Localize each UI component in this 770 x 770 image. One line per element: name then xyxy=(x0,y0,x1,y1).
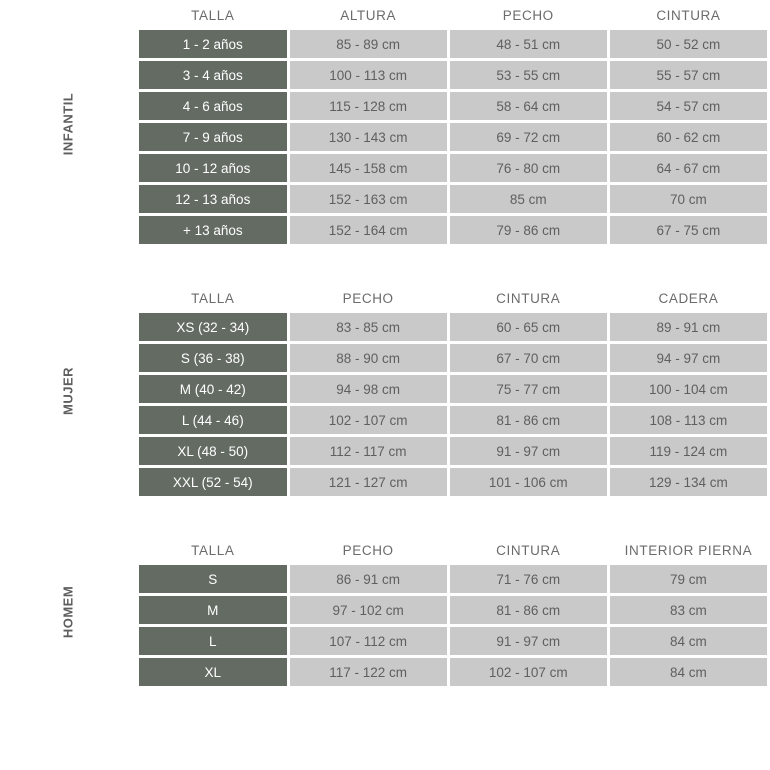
measurement-cell: 60 - 65 cm xyxy=(450,313,607,341)
measurement-cell: 48 - 51 cm xyxy=(450,30,607,58)
size-cell: + 13 años xyxy=(139,216,287,244)
size-cell: XXL (52 - 54) xyxy=(139,468,287,496)
column-header: PECHO xyxy=(342,542,394,558)
table-spacer xyxy=(0,247,770,283)
measurement-cell: 102 - 107 cm xyxy=(290,406,447,434)
size-cell: 3 - 4 años xyxy=(139,61,287,89)
measurement-cell: 67 - 70 cm xyxy=(450,344,607,372)
size-cell: 7 - 9 años xyxy=(139,123,287,151)
table-spacer xyxy=(0,499,770,535)
table-row xyxy=(139,154,767,182)
size-cell: 10 - 12 años xyxy=(139,154,287,182)
size-cell: L (44 - 46) xyxy=(139,406,287,434)
table-row xyxy=(139,92,767,120)
measurement-cell: 102 - 107 cm xyxy=(450,658,607,686)
measurement-cell: 89 - 91 cm xyxy=(610,313,767,341)
column-header: PECHO xyxy=(342,290,394,306)
measurement-cell: 129 - 134 cm xyxy=(610,468,767,496)
table-side-label xyxy=(0,283,136,499)
measurement-cell: 91 - 97 cm xyxy=(450,627,607,655)
measurement-cell: 91 - 97 cm xyxy=(450,437,607,465)
size-cell: XL (48 - 50) xyxy=(139,437,287,465)
column-header: INTERIOR PIERNA xyxy=(624,542,753,558)
size-table-infantil xyxy=(0,0,770,247)
table-row xyxy=(139,61,767,89)
table-row xyxy=(139,468,767,496)
header-row xyxy=(139,538,767,562)
table-side-label-text: INFANTIL xyxy=(60,92,76,155)
table-row xyxy=(139,185,767,213)
measurement-cell: 76 - 80 cm xyxy=(450,154,607,182)
table-side-label xyxy=(0,0,136,247)
table-row xyxy=(139,406,767,434)
table-row xyxy=(139,216,767,244)
size-cell: 12 - 13 años xyxy=(139,185,287,213)
measurement-cell: 107 - 112 cm xyxy=(290,627,447,655)
table-row xyxy=(139,565,767,593)
size-table-homem xyxy=(0,535,770,689)
table-side-label-text: HOMEM xyxy=(60,585,76,639)
measurement-cell: 130 - 143 cm xyxy=(290,123,447,151)
measurement-cell: 112 - 117 cm xyxy=(290,437,447,465)
table-row xyxy=(139,313,767,341)
column-header: TALLA xyxy=(191,290,235,306)
measurement-cell: 71 - 76 cm xyxy=(450,565,607,593)
measurement-cell: 64 - 67 cm xyxy=(610,154,767,182)
size-cell: 1 - 2 años xyxy=(139,30,287,58)
column-header: TALLA xyxy=(191,7,235,23)
measurement-cell: 85 - 89 cm xyxy=(290,30,447,58)
table-row xyxy=(139,344,767,372)
table-side-label-text: MUJER xyxy=(60,366,76,416)
table-side-label xyxy=(0,535,136,689)
measurement-cell: 54 - 57 cm xyxy=(610,92,767,120)
column-header: CINTURA xyxy=(496,290,561,306)
table-row xyxy=(139,627,767,655)
column-header: ALTURA xyxy=(340,7,397,23)
size-grid xyxy=(136,283,770,499)
table-row xyxy=(139,123,767,151)
size-grid xyxy=(136,535,770,689)
size-cell: M (40 - 42) xyxy=(139,375,287,403)
measurement-cell: 84 cm xyxy=(610,627,767,655)
measurement-cell: 70 cm xyxy=(610,185,767,213)
measurement-cell: 119 - 124 cm xyxy=(610,437,767,465)
measurement-cell: 152 - 164 cm xyxy=(290,216,447,244)
column-header: TALLA xyxy=(191,542,235,558)
measurement-cell: 115 - 128 cm xyxy=(290,92,447,120)
table-row xyxy=(139,596,767,624)
size-cell: XL xyxy=(139,658,287,686)
table-row xyxy=(139,658,767,686)
size-cell: XS (32 - 34) xyxy=(139,313,287,341)
table-row xyxy=(139,437,767,465)
measurement-cell: 69 - 72 cm xyxy=(450,123,607,151)
size-cell: M xyxy=(139,596,287,624)
table-row xyxy=(139,30,767,58)
header-row xyxy=(139,3,767,27)
measurement-cell: 108 - 113 cm xyxy=(610,406,767,434)
measurement-cell: 53 - 55 cm xyxy=(450,61,607,89)
measurement-cell: 94 - 97 cm xyxy=(610,344,767,372)
measurement-cell: 117 - 122 cm xyxy=(290,658,447,686)
measurement-cell: 121 - 127 cm xyxy=(290,468,447,496)
measurement-cell: 152 - 163 cm xyxy=(290,185,447,213)
size-cell: L xyxy=(139,627,287,655)
measurement-cell: 83 - 85 cm xyxy=(290,313,447,341)
column-header: CINTURA xyxy=(656,7,721,23)
measurement-cell: 100 - 113 cm xyxy=(290,61,447,89)
measurement-cell: 81 - 86 cm xyxy=(450,596,607,624)
size-table-mujer xyxy=(0,283,770,499)
measurement-cell: 55 - 57 cm xyxy=(610,61,767,89)
measurement-cell: 145 - 158 cm xyxy=(290,154,447,182)
measurement-cell: 79 - 86 cm xyxy=(450,216,607,244)
size-cell: S (36 - 38) xyxy=(139,344,287,372)
measurement-cell: 86 - 91 cm xyxy=(290,565,447,593)
measurement-cell: 83 cm xyxy=(610,596,767,624)
size-grid xyxy=(136,0,770,247)
measurement-cell: 84 cm xyxy=(610,658,767,686)
header-row xyxy=(139,286,767,310)
measurement-cell: 67 - 75 cm xyxy=(610,216,767,244)
measurement-cell: 58 - 64 cm xyxy=(450,92,607,120)
measurement-cell: 50 - 52 cm xyxy=(610,30,767,58)
measurement-cell: 88 - 90 cm xyxy=(290,344,447,372)
measurement-cell: 101 - 106 cm xyxy=(450,468,607,496)
measurement-cell: 75 - 77 cm xyxy=(450,375,607,403)
table-row xyxy=(139,375,767,403)
measurement-cell: 79 cm xyxy=(610,565,767,593)
measurement-cell: 81 - 86 cm xyxy=(450,406,607,434)
column-header: CINTURA xyxy=(496,542,561,558)
size-cell: S xyxy=(139,565,287,593)
measurement-cell: 60 - 62 cm xyxy=(610,123,767,151)
measurement-cell: 100 - 104 cm xyxy=(610,375,767,403)
measurement-cell: 85 cm xyxy=(450,185,607,213)
measurement-cell: 94 - 98 cm xyxy=(290,375,447,403)
size-cell: 4 - 6 años xyxy=(139,92,287,120)
measurement-cell: 97 - 102 cm xyxy=(290,596,447,624)
column-header: PECHO xyxy=(502,7,554,23)
column-header: CADERA xyxy=(658,290,719,306)
